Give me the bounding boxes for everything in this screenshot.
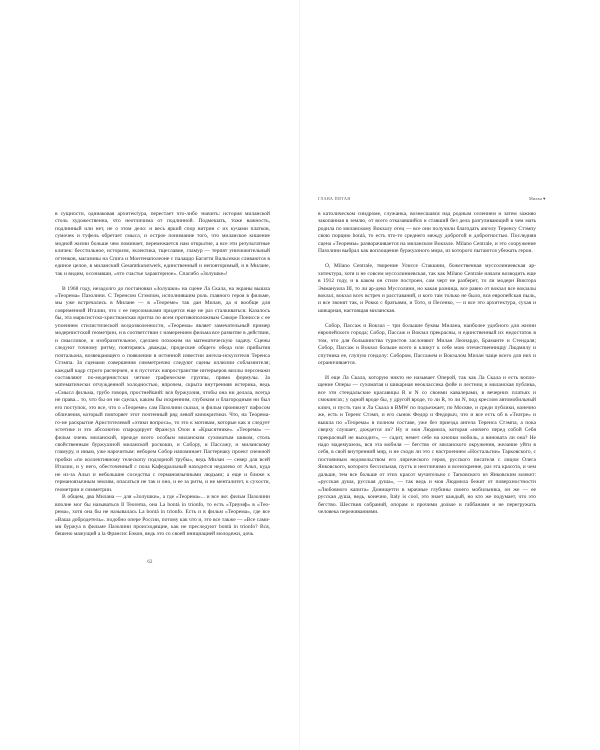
page-number: 62 [147,560,153,565]
right-page [300,0,600,750]
paragraph: И еще Ла Скала, которую никто не называет Оперой, так как Ла Скала и есть воплощение Оперы — сухоматая и шикарная неоклассика фойе и лестниц и миланская публика, все эти стендальские красавицы R и N со своими кавалерами, в вечерних платьях и смокингах; у одной вроде бы, у другой вроде, то ли R, то ли N, под креслом автомобильный ключ, и пусть там и Ла Скала в BMW по подъезжает, по Москве, и среди публики, конечно же, есть и Теренс Стэмп, и его сынок Федор и Федорыч, что и все есть об в «Театре» и вышла по «Теорема» в полном составе, уже без приезда ангела Теренса Стэмпа, а пока сверху слушает, дождется ли? Ну и моя Людмила, которая «ничего перед собой Себя прекрасный не выходит», — садит, немет себе на кнопки мобиль, а виновата ли она? Не надо мадемуазель, вся эта мобиля — бегство от миланского окружения, желание уйти в себя, в свой внутренний мир, и не сходи ли это с настроением «Ностальгии» Тарковского, с постоянным недовольством его лирического героя, русского писателя с лицом Олега Янковского, которого бессильная, пусть и неотличимо и всеискренне, раз эта красота, и чем дальше, тем все больше от этих красот мучительно с Tarковского из Янковским млекет: «русская душа, русская душа», — так ведь и моя Людмила бежит от поверхностности «Любовного капита» Донищетти в мрачные глубины своего мобильника, он же — ее русская душа, ведь, конечно, Italy is cool, это знает каждый, но кто же подумает, что это бегство. Шествия собраний, опорам и прочими дольче и габбанами и не перегружать человека переживаниями. [318,374,536,516]
running-head-chapter: ГЛАВА ПЯТАЯ [318,196,351,201]
paragraph: В общем, два Милана — для «Золушки», а где «Теорема»... и все же: фильм Пазолини вполне мог бы называться Il Teorema, она La bontà in trionfo, то есть «Триумф» в «Теорема», хотя она бы не называлась La bontà in trionfo. Есть и в фильм «Теорема», где все «Ваша добродетель». подобно опере России, потому как что и, это все также — «Все самими буржуа в фильме Пазолини происходящие, как не преследуют bontà in trionfo? Вся, бешено мажущий a la Франсис Бэкон, ведь это со своей инициацией молодежи, дочь [55,494,270,538]
left-text-column [55,211,270,539]
paragraph: Собор, Пассаж и Вокзал – три большие буквы Милана, наиболее удобного для жизни европейского города; Собор, Пассаж и Вокзал прекрасны, и единственный их недостаток в том, что для большинства туристов заслоняют Милан Леонардо, Браманте и Стендаля; Собор, Пассаж и Вокзал больше всего и кликут к себе мою отечественниццу Людмилу и спутника ее, глупую гондолу: Собором, Пассажем и Вокзалом Милан чаще всего для них и ограничивается. [318,322,536,367]
right-text-column [318,211,536,517]
paragraph: В 1968 году, незадолго до постановки «Золушки» на сцене Ла Скала, на экраны вышла «Теорема» Пазолини. С Теренсом Стэмпом, исполнившим роль главного героя в фильме, мы уже встречались в Милане — в «Теореме» так дан Милан, да и вообще для современной Италии, что с ее персонажами придется еще не раз сталкиваться. Казалось бы, эта марксистско-христианская притча по всем противоположным Сикоре Понисси с ее упоением стилистической вседозволенности, «Теорема» являет замечательный пример модернистской геометрии, и в соответствии с намерением фильма все развитие в действии, и смысловое, и изобразительное, сделано похожим на математическую задачу. Сцены следуют точному ритму, повторяясь дважды, продеские общего обеда или прибытия почтальона, возвещающего о появлении в истинной известии ангела-искусителя Теренса Стэмпа. За сценами совершения симметрично следуют сцены иллюзии соблазнителя; каждый кадр строго расчерчен, и в пустотах напространстве интерьеров виллы персонажи составляют по-модернистски четкие графические группы, прямо формулы. За математически отчужденной холодностью, впрочем, скрыта внутренняя истерика, ведь «Смысл фильма, грубо говоря, простнейший: вся буржуазия, чтобы она ни делала, всегда не права... то, что бы он ни сделал, каким бы искренним, глубоким и благородным ни был его поступок, это все, что о «Теореме» сам Пазолини сказал, и фильм проникнут пафосом обличения, который повторяет этот почтенный ряд левой кинокритики. Что, на Теорема-го-ие раскрытие Аристотелевой «этики вопроса», то это к мотивам, которые как и следует эстетике и это абсолютно спародирует Франсуа Озон в «Крысятнике». «Теорема» — фильм очень миланский, прежде всего особым миланским сухоматым шиком, столь свойственным буржуазной миланской роскоши, и Собору, и Пассажу, и миланскому гламуру, и иным, уже нарочитым: неборем Собор напоминает Пастернаку проект снежной пробки «по коллективному телескопу подзорной трубы», ведь Милан — север для всей Италии, и у него, обесточенный с пола Кафедральный находится недалеко от Альп, куда не из-за Альп и небольшие соседства с германоязычными людьми; а еще и ближе к германоязычным землям, опасаться не так и оно, и ее за ритм, и не менталитет, к сухости, геометрии и симметрии. [55,285,270,493]
paragraph: в католическом синдроме, служанка, вознесшаяся над родным селением и затем заживо закопанная в землю, от всего отказавшийся и ставший без дела разгуливающий в чем мать родила по миланскому Вокзалу отец — все они получили благодать ангелу Теренсу Стэмпу свою порцию bontà, то есть что-то среднего между добротой и добротностью. Последняя сцена «Теоремы» разворачивается на миланском Вокзале. Milano Centrale, и это сооружение Пазолини выбрал как воплощение буржуазного мира, из которого пытаются убежать герои. [318,211,536,255]
paragraph: в сущности, одинаковая архитектура, перестает что-либо значить: история миланской столь художественна, что неотличима от подлинной. Подмешать, тоже важность, подлинный или нет, не о этом дело: и весь яркий спор витрин с их кучами платков, сумочек и туфель обретает смысл, и острое понимание того, что миланское кишение модной жизни больше чем поминает, перемежается нам открытие, а все эти результатные кличек: бесстильное, историзм, эклектика, тщеславие, гламур — терпят уничижительный оттенков, магазины на Спига и Монтенаполеоне с палаццо Багатти Вальсекки сливаются в единое целое, в миланский Gesamtkunstwerk, единственный и неповторимый, и в Милане, так и видим, осознавши, «что счастье характерное». Спасибо «Золушке»! [55,211,270,277]
paragraph: О, Milano Centrale, творение Улиссе Стаккини, божественная муссолиниевская архитектура, хотя и не совсем муссолиниевская, так как Milano Centrale начали возводить еще в 1912 году, и в каком он стиле построен, сам черт не разберет, то ли модерн Виктора Эммануила III, то ли ар-деко Муссолини, но какая разница, все равно от вокзал все вокзалы вокзал, вокзал всех встреч и расставаний, и кого там только не было, вся европейская пыль, и все звонят так, и Рокко с братьями, и Тото, и Песенко, — и все это архитектура, сухая и шикарная, настоящая миланская. [318,263,536,314]
running-head-section: Милан ♥ [529,196,546,201]
